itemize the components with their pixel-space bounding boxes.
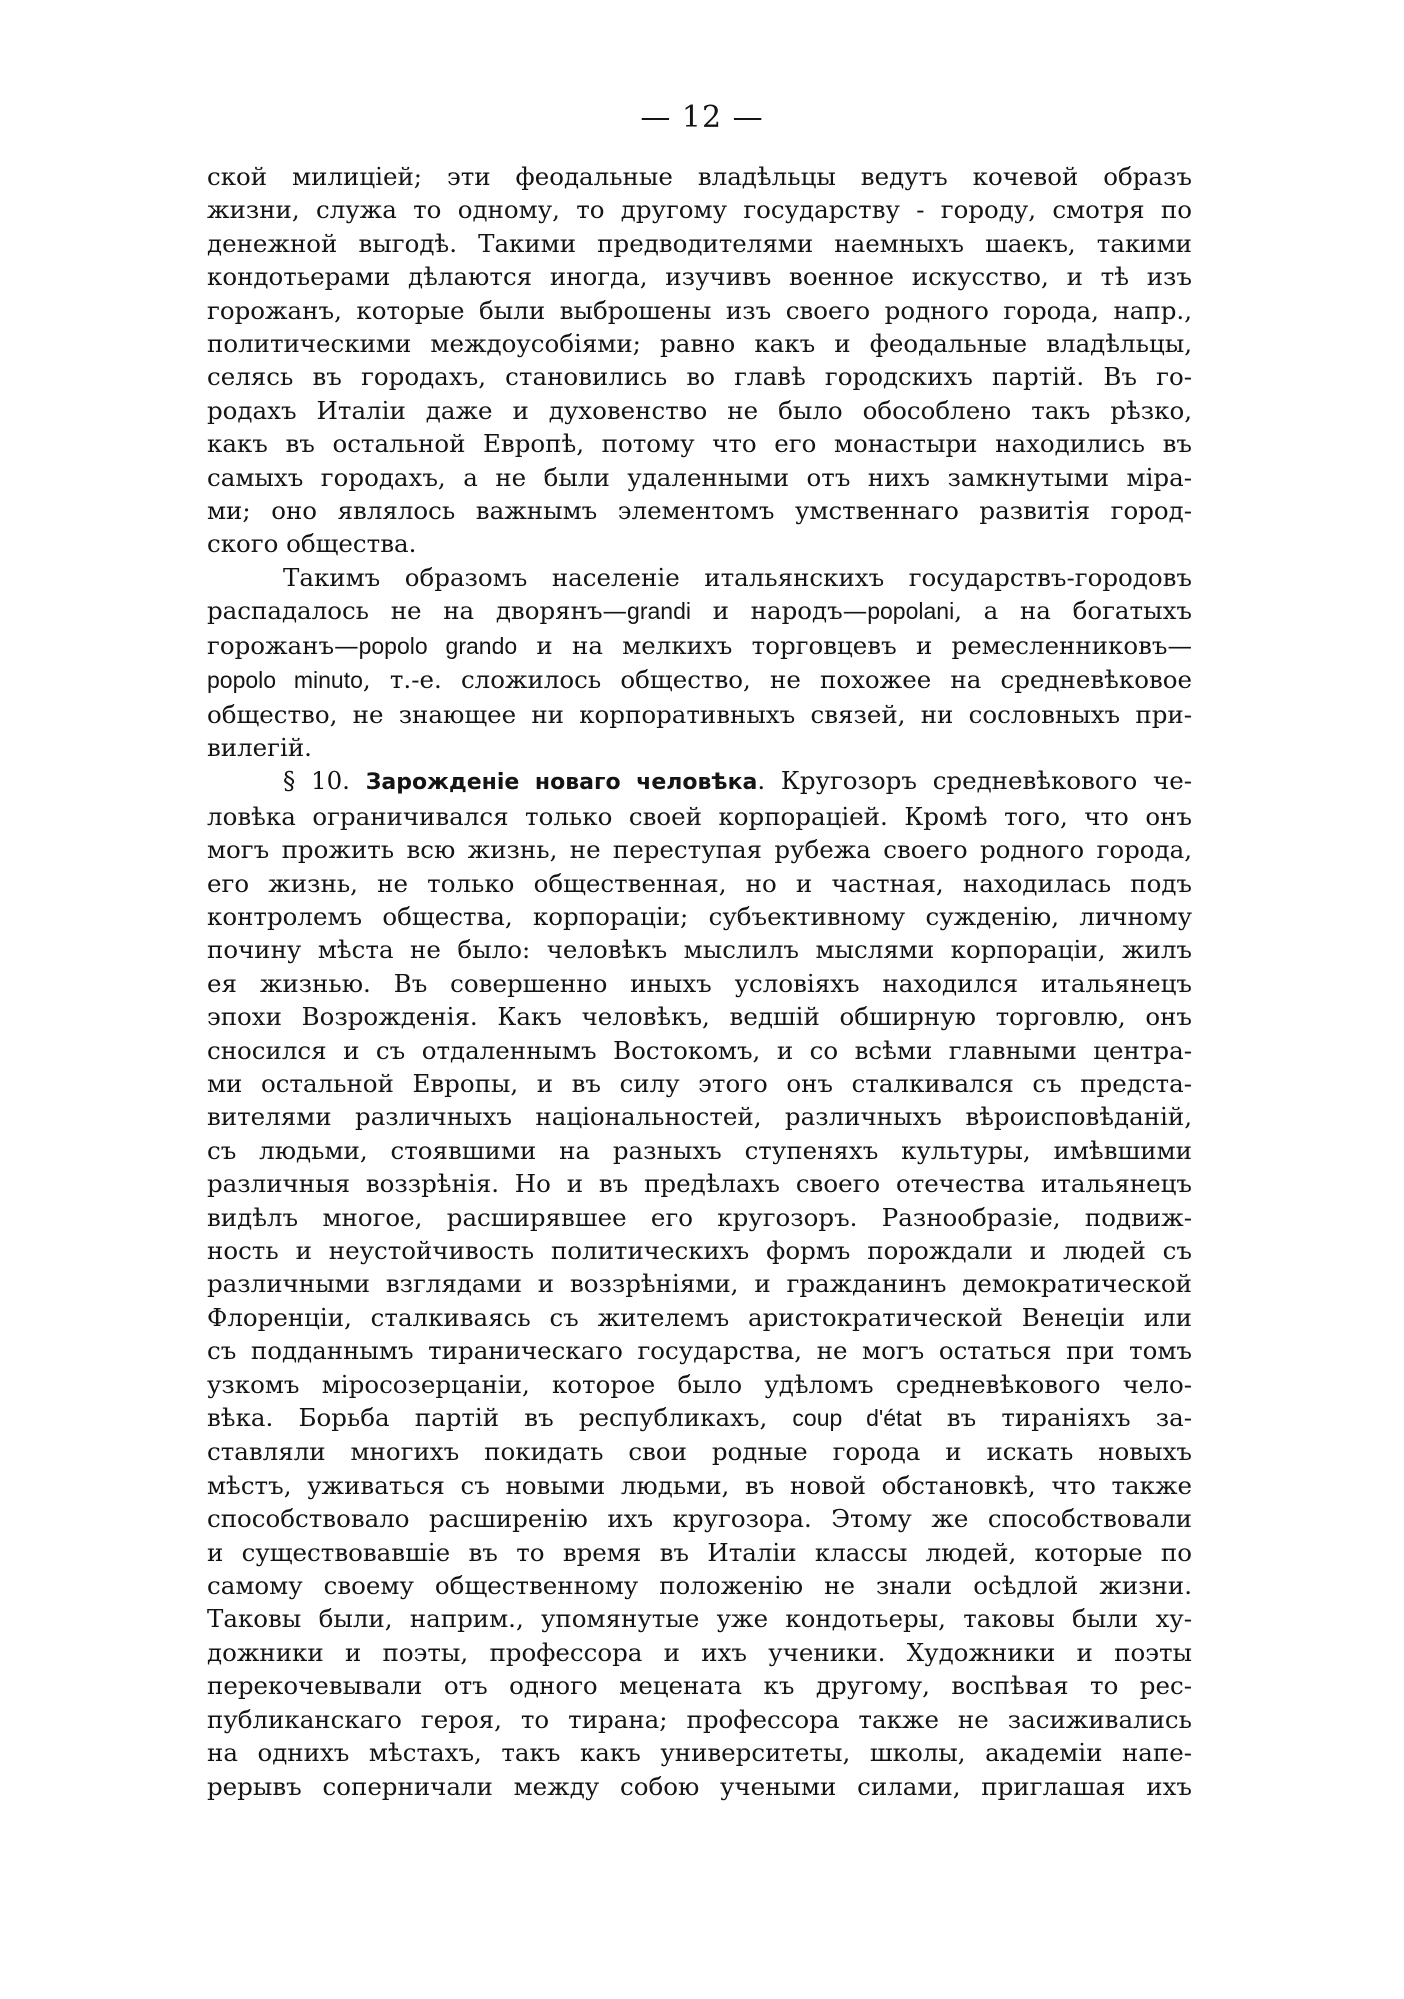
text-line: ность и неустойчивость политическихъ формъ порождали и людей съ — [207, 1236, 1192, 1265]
text-line — [207, 594, 1192, 628]
text-line: денежной выгодѣ. Такими предводителями наемныхъ шаекъ, такими — [207, 228, 1192, 258]
text-line: кондотьерами дѣлаются иногда, изучивъ военное искусство, и тѣ изъ — [207, 262, 1192, 292]
text-line: рерывъ соперничали между собою учеными силами, приглашая ихъ — [207, 1771, 1192, 1801]
text-line: Таковы были, наприм., упомянутые уже кондотьеры, таковы были ху- — [207, 1604, 1192, 1634]
text-line: Такимъ образомъ населеніе итальянскихъ государствъ-городовъ — [283, 562, 1192, 592]
text-line: способствовало расширенію ихъ кругозора. Этому же способствовали — [207, 1504, 1192, 1534]
text-line: ской милиціей; эти феодальные владѣльцы ведутъ кочевой образъ — [207, 162, 1192, 191]
text-line: Флоренціи, сталкиваясь съ жителемъ аристократической Венеціи или — [207, 1302, 1192, 1332]
text-run: , а на богатыхъ — [954, 596, 1192, 626]
text-line: публиканскаго героя, то тирана; профессора также не засиживались — [207, 1704, 1192, 1734]
text-line: узкомъ міросозерцаніи, которое было удѣломъ средневѣкового чело- — [207, 1369, 1192, 1399]
text-line: родахъ Италіи даже и духовенство не было обособлено такъ рѣзко, — [207, 395, 1192, 425]
text-line — [207, 663, 1192, 697]
text-line: какъ въ остальной Европѣ, потому что его монастыри находились въ — [207, 429, 1192, 459]
text-line: горожанъ, которые были выброшены изъ своего родного города, напр., — [207, 295, 1192, 325]
text-line: могъ прожить всю жизнь, не переступая рубежа своего родного города, — [207, 835, 1192, 865]
text-run: горожанъ— — [207, 630, 359, 660]
text-line — [207, 764, 1192, 799]
text-line: различными взглядами и воззрѣніями, и гражданинъ демократической — [207, 1269, 1192, 1299]
text-line: общество, не знающее ни корпоративныхъ связей, ни сословныхъ при- — [207, 699, 1192, 729]
text-run: вѣка. Борьба партій въ республикахъ, — [207, 1403, 793, 1433]
foreign-term: popolani — [867, 598, 955, 625]
text-line: ловѣка ограничивался только своей корпораціей. Кромѣ того, что онъ — [207, 801, 1192, 831]
text-line — [207, 629, 1192, 663]
text-line: самыхъ городахъ, а не были удаленными отъ нихъ замкнутыми міра- — [207, 462, 1192, 492]
section-number: § 10. — [283, 766, 350, 796]
text-line: селясь въ городахъ, становились во главѣ городскихъ партій. Въ го- — [207, 362, 1192, 392]
text-run: въ тираніяхъ за- — [921, 1403, 1192, 1433]
paragraph-3 — [207, 764, 1192, 1803]
foreign-term: popolo minuto — [207, 667, 363, 694]
text-line: ставляли многихъ покидать свои родные города и искать новыхъ — [207, 1437, 1192, 1467]
text-line: сносился и съ отдаленнымъ Востокомъ, и со всѣми главными центра- — [207, 1035, 1192, 1065]
body-text — [207, 160, 1192, 1803]
text-line: ея жизнью. Въ совершенно иныхъ условіяхъ находился итальянецъ — [207, 968, 1192, 998]
text-line: самому своему общественному положенію не знали осѣдлой жизни. — [207, 1571, 1192, 1601]
text-line: мѣстъ, уживаться съ новыми людьми, въ новой обстановкѣ, что также — [207, 1470, 1192, 1500]
text-line: вилегій. — [207, 732, 312, 762]
section-heading: Зарожденіе новаго человѣка — [365, 770, 758, 796]
text-line: почину мѣста не было: человѣкъ мыслилъ мыслями корпораціи, жилъ — [207, 935, 1192, 965]
page-number: — 12 — — [640, 100, 764, 135]
text-run: и народъ— — [690, 596, 868, 626]
text-line: ми; оно являлось важнымъ элементомъ умственнаго развитія город- — [207, 496, 1192, 526]
text-line: эпохи Возрожденія. Какъ человѣкъ, ведшій обширную торговлю, онъ — [207, 1002, 1192, 1032]
foreign-term: popolo grando — [358, 632, 518, 659]
text-line: политическими междоусобіями; равно какъ и феодальные владѣльцы, — [207, 329, 1192, 359]
text-line: ми остальной Европы, и въ силу этого онъ сталкивался съ предста- — [207, 1068, 1192, 1098]
text-run: , т.-е. сложилось общество, не похожее на средневѣковое — [362, 665, 1192, 695]
foreign-term: grandi — [627, 598, 691, 625]
text-line: жизни, служа то одному, то другому государству - городу, смотря по — [207, 195, 1192, 225]
text-line: дожники и поэты, профессора и ихъ ученики. Художники и поэты — [207, 1637, 1192, 1667]
text-line: его жизнь, не только общественная, но и частная, находилась подъ — [207, 868, 1192, 898]
text-line: ского общества. — [207, 529, 417, 559]
text-line: на однихъ мѣстахъ, такъ какъ университеты, школы, академіи напе- — [207, 1738, 1192, 1768]
text-line: контролемъ общества, корпораціи; субъективному сужденію, личному — [207, 901, 1192, 931]
text-line — [207, 1401, 1192, 1435]
text-run: . Кругозоръ средневѣкового че- — [757, 766, 1192, 796]
text-line: и существовавшіе въ то время въ Италіи классы людей, которые по — [207, 1537, 1192, 1567]
paragraph-2 — [207, 561, 1192, 764]
text-line: съ людьми, стоявшими на разныхъ ступеняхъ культуры, имѣвшими — [207, 1135, 1192, 1165]
text-line: различныя воззрѣнія. Но и въ предѣлахъ своего отечества итальянецъ — [207, 1169, 1192, 1199]
foreign-term: coup d'état — [792, 1405, 922, 1432]
text-run: распадалось не на дворянъ— — [207, 596, 628, 626]
text-run: и на мелкихъ торговцевъ и ремесленниковъ— — [517, 630, 1192, 660]
text-line: вителями различныхъ національностей, различныхъ вѣроисповѣданій, — [207, 1102, 1192, 1132]
text-line: перекочевывали отъ одного мецената къ другому, воспѣвая то рес- — [207, 1671, 1192, 1701]
text-line: съ подданнымъ тираническаго государства, не могъ остаться при томъ — [207, 1336, 1192, 1366]
paragraph-1 — [207, 160, 1192, 561]
text-line: видѣлъ многое, расширявшее его кругозоръ. Разнообразіе, подвиж- — [207, 1202, 1192, 1232]
